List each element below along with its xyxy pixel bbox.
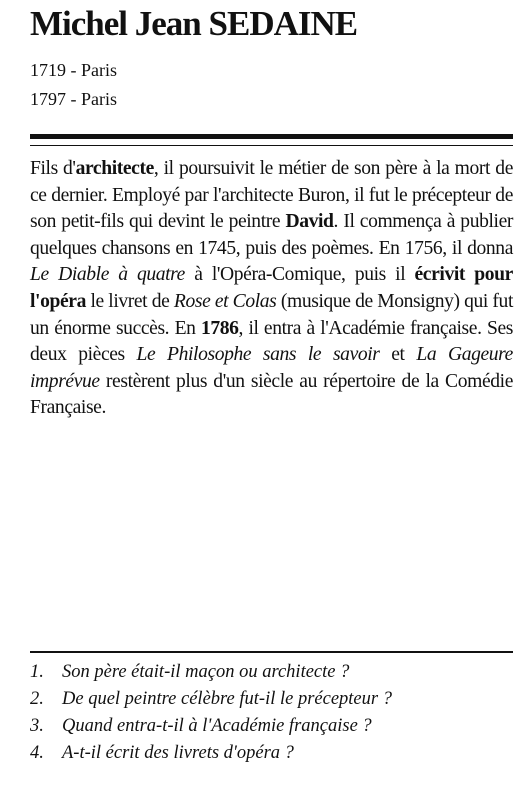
bio-work-title: Le Philosophe sans le savoir bbox=[136, 344, 380, 366]
bio-segment: et bbox=[379, 344, 417, 366]
life-dates bbox=[30, 56, 117, 114]
question-text: Quand entra-t-il à l'Académie française ? bbox=[62, 716, 372, 736]
questions-divider bbox=[30, 651, 513, 653]
bio-keyword: 1786 bbox=[200, 317, 239, 339]
question-text: A-t-il écrit des livrets d'opéra ? bbox=[62, 743, 294, 763]
bio-segment: . Il commença à publier quelques chansons en 1745, puis des poèmes. En 1756, il donna bbox=[30, 211, 513, 259]
question-number: 1. bbox=[30, 662, 44, 682]
bio-segment: à l'Opéra-Comique, puis il bbox=[184, 264, 415, 286]
bio-segment: Fils d' bbox=[30, 158, 76, 179]
question-item bbox=[30, 713, 392, 740]
question-number: 2. bbox=[30, 689, 44, 709]
bio-keyword: David bbox=[285, 211, 334, 233]
biography-paragraph bbox=[30, 156, 513, 422]
bio-segment: le livret de bbox=[85, 290, 174, 312]
bio-segment: , il entra à l'Académie française. Ses deux pièces bbox=[30, 317, 513, 366]
question-item bbox=[30, 686, 392, 713]
question-item bbox=[30, 659, 392, 686]
question-number: 3. bbox=[30, 716, 44, 736]
birth-date: 1719 - Paris bbox=[30, 60, 117, 80]
bio-segment: (musique de Monsigny) qui fut un énorme succès. En bbox=[30, 290, 513, 339]
death-date: 1797 - Paris bbox=[30, 89, 117, 109]
bio-keyword: architecte bbox=[75, 158, 154, 179]
bio-work-title: La Gageure imprévue bbox=[30, 344, 513, 392]
question-text: Son père était-il maçon ou architecte ? bbox=[62, 662, 350, 682]
header-divider-thin bbox=[30, 145, 513, 146]
bio-work-title: Le Diable à quatre bbox=[30, 264, 185, 286]
question-number: 4. bbox=[30, 743, 44, 763]
header-divider-thick bbox=[30, 134, 513, 139]
bio-segment: restèrent plus d'un siècle au répertoire de la Comédie Française. bbox=[30, 370, 513, 419]
bio-segment: , il poursuivit le métier de son père à la mort de ce dernier. Employé par l'architecte Buron, il fut le précepteur de son petit-fils qui devint le peintre bbox=[30, 158, 513, 233]
bio-keyword: écrivit pour l'opéra bbox=[30, 264, 513, 312]
question-item bbox=[30, 740, 392, 767]
question-text: De quel peintre célèbre fut-il le précepteur ? bbox=[62, 689, 392, 709]
question-list bbox=[30, 659, 392, 767]
page-title: Michel Jean SEDAINE bbox=[30, 4, 358, 43]
bio-work-title: Rose et Colas bbox=[173, 290, 277, 312]
